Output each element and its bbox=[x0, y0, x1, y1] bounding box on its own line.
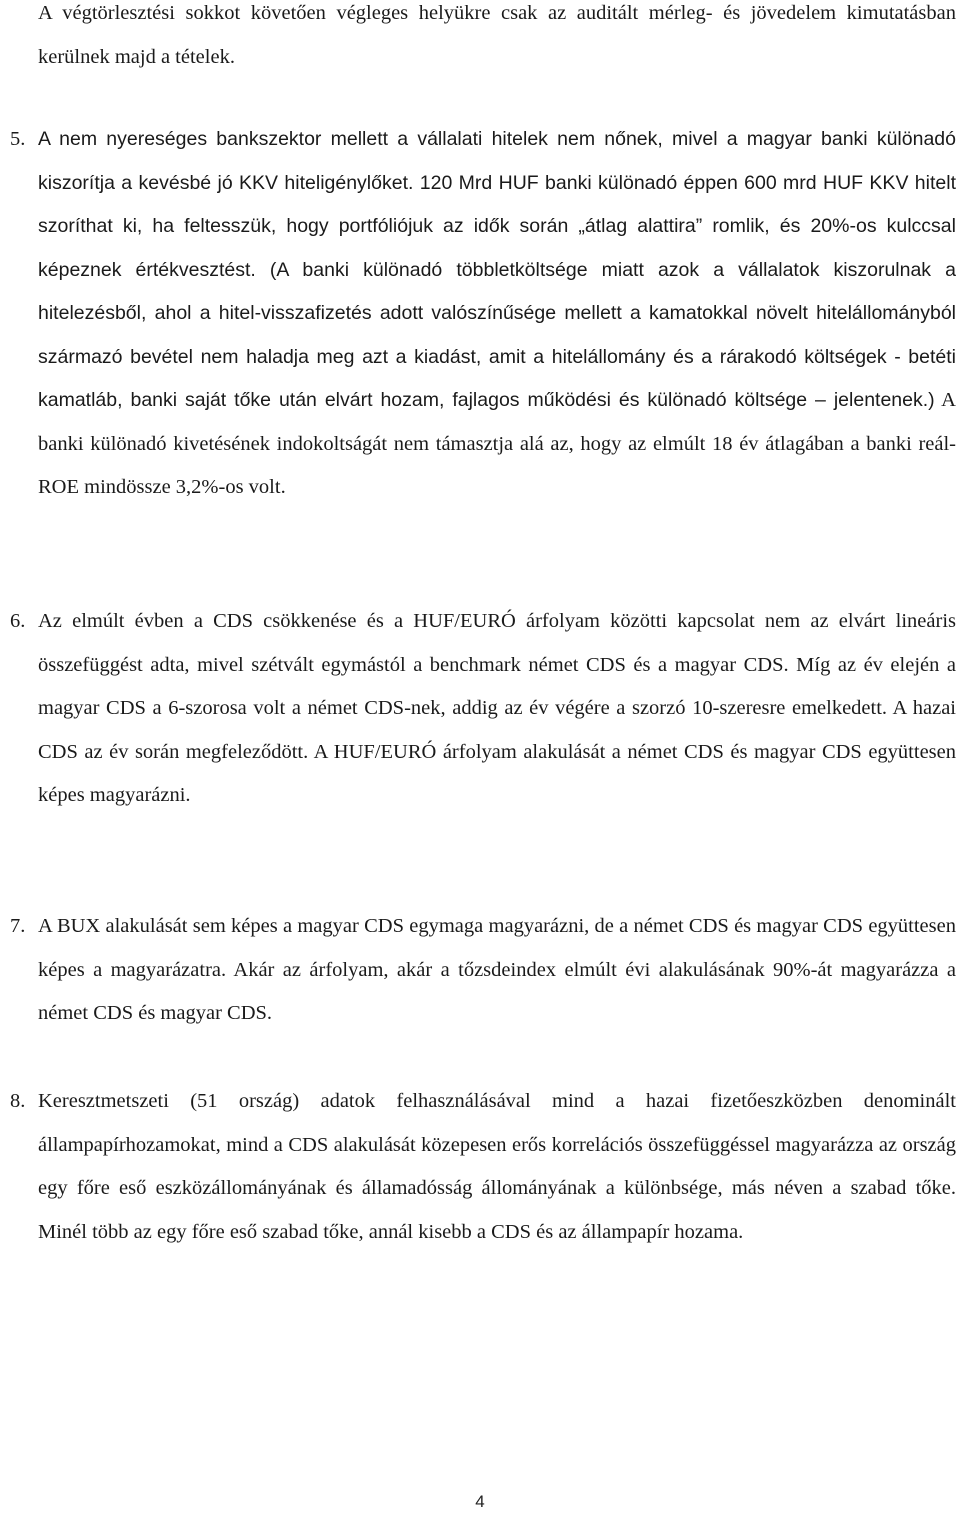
item-body bbox=[38, 118, 956, 510]
item-body: Az elmúlt évben a CDS csökkenése és a HUF/EURÓ árfolyam közötti kapcsolat nem az elvárt lineáris összefüggést adta, mivel szétvált egymástól a benchmark német CDS és a magyar CDS. Míg az év elején a magyar CDS a 6-szorosa volt a német CDS-nek, addig az év végére a szorzó 10-szeresre emelkedett. A hazai CDS az év során megfeleződött. A HUF/EURÓ árfolyam alakulását a német CDS és magyar CDS együttesen képes magyarázni. bbox=[38, 610, 956, 806]
intro-paragraph bbox=[38, 0, 956, 79]
list-item-6 bbox=[10, 600, 956, 818]
item-number: 8. bbox=[10, 1090, 26, 1112]
item-number: 6. bbox=[10, 610, 26, 632]
item-text-sans: A nem nyereséges bankszektor mellett a vállalati hitelek nem nőnek, mivel a magyar banki különadó kiszorítja a kevésbé jó KKV hiteligénylőket. 120 Mrd HUF banki különadó éppen 600 mrd HUF KKV hitelt szoríthat ki, ha feltesszük, hogy portfóliójuk az idők során „átlag alattira” romlik, és 20%-os kulccsal képeznek értékvesztést. (A banki különadó többletköltsége miatt azok a vállalatok kiszorulnak a hitelezésből, ahol a hitel-visszafizetés adott valószínűsége mellett a kamatokkal növelt hitelállományból származó bevétel nem haladja meg azt a kiadást, amit a hitelállomány és a rárakodó költségek - betéti kamatláb, banki saját tőke után elvárt hozam, fajlagos működési és különadó költsége – jelentenek.) bbox=[38, 128, 956, 411]
page-number: 4 bbox=[475, 1492, 485, 1511]
item-body: A BUX alakulását sem képes a magyar CDS egymaga magyarázni, de a német CDS és magyar CDS együttesen képes a magyarázatra. Akár az árfolyam, akár a tőzsdeindex elmúlt évi alakulásának 90%-át magyarázza a német CDS és magyar CDS. bbox=[38, 915, 956, 1024]
item-body: Keresztmetszeti (51 ország) adatok felhasználásával mind a hazai fizetőeszközben denominált állampapírhozamokat, mind a CDS alakulását közepesen erős korrelációs összefüggéssel magyarázza az ország egy főre eső eszközállományának és államadósság állományának a különbsége, más néven a szabad tőke. Minél több az egy főre eső szabad tőke, annál kisebb a CDS és az állampapír hozama. bbox=[38, 1090, 956, 1243]
item-text-serif: A banki különadó kivetésének indokoltságát nem támasztja alá az, hogy az elmúlt 18 év átlagában a banki reál-ROE mindössze 3,2%-os volt. bbox=[38, 389, 956, 498]
list-item-7 bbox=[10, 905, 956, 1036]
item-number: 5. bbox=[10, 128, 26, 150]
item-number: 7. bbox=[10, 915, 26, 937]
intro-text: A végtörlesztési sokkot követően végleges helyükre csak az auditált mérleg- és jövedelem kimutatásban kerülnek majd a tételek. bbox=[38, 2, 956, 68]
list-item-8 bbox=[10, 1080, 956, 1254]
list-item-5 bbox=[10, 118, 956, 510]
